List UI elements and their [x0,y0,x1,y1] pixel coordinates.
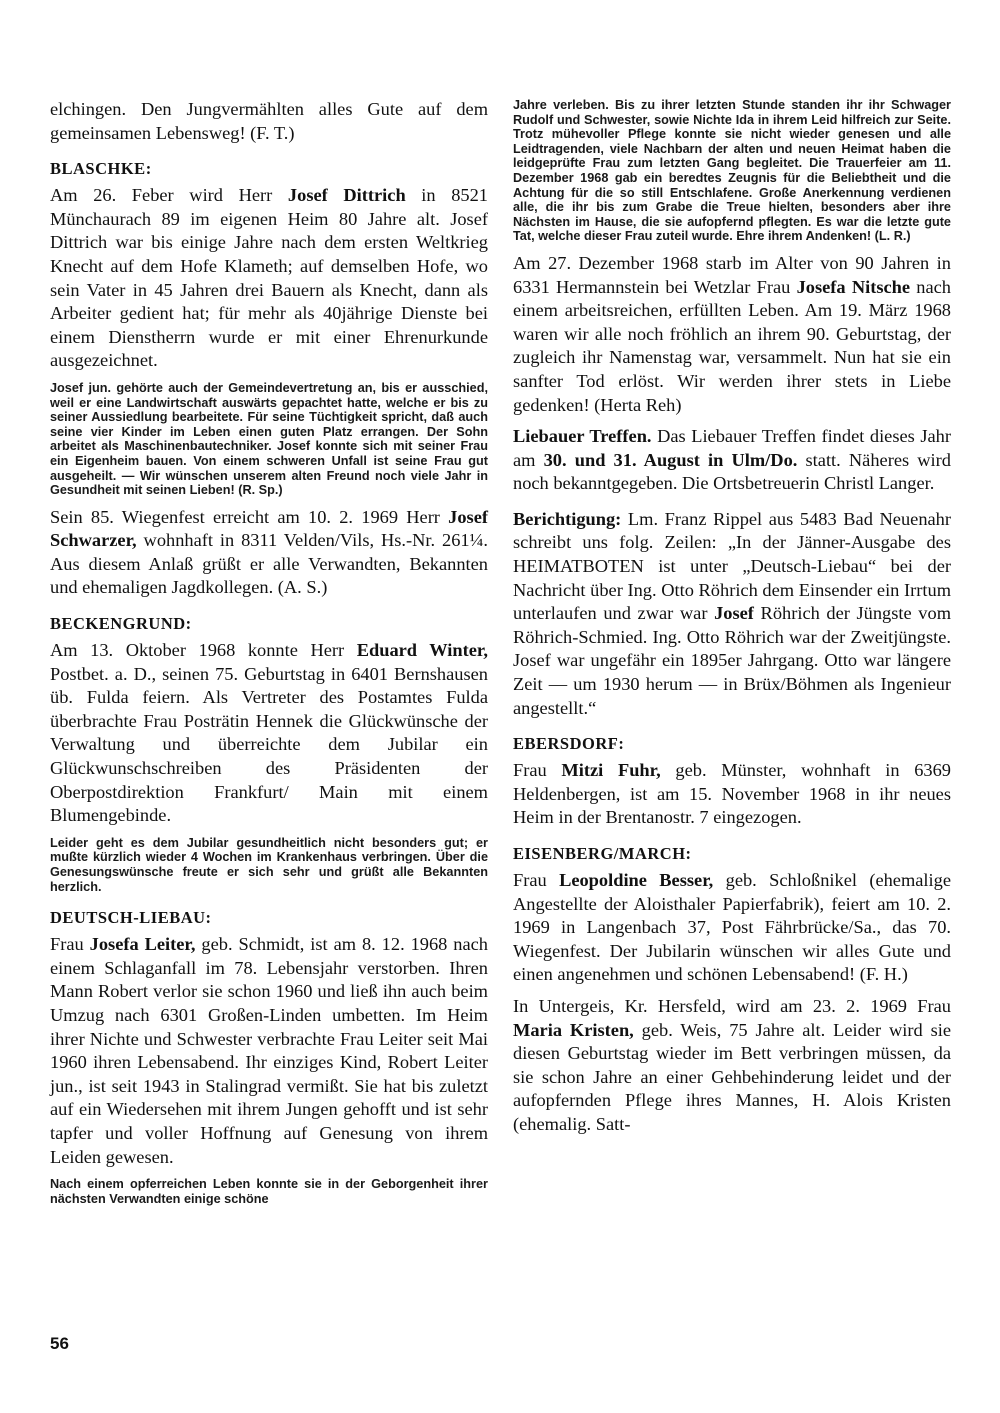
section-heading-ebersdorf: EBERSDORF: [513,734,625,754]
paragraph-schwarzer: Sein 85. Wiegenfest erreicht am 10. 2. 1969 Herr Josef Schwarzer, wohnhaft in 8311 Velden/Vils, Hs.-Nr. 261¼. Aus diesem Anlaß grüßt er alle Verwandten, Bekannten und ehemaligen Jagdkollegen. (A. S.) [50,506,488,598]
section-heading-eisenberg-march: EISENBERG/MARCH: [513,844,692,863]
person-name: Josef Schwarzer, [50,506,488,551]
person-name: Josef [714,603,754,624]
paragraph-dittrich: Am 26. Feber wird Herr Josef Dittrich in 8521 Münchaurach 89 im eigenen Heim 80 Jahre alt. Josef Dittrich war bis einige Jahre nach dem ersten Weltkrieg Knecht auf dem Hofe Klameth; auf demselben Hofe, wo sein Vater in 45 Jahren drei Bauern als Knecht, dann als Arbeiter gedient hat; für mehr als 40jährige Dienste bei einem Dienstherrn wurde er mit einer Ehrenurkunde ausgezeichnet. [50,185,488,371]
person-name: Josefa Nitsche [796,276,911,297]
person-name: Leopoldine Besser, [559,870,714,890]
paragraph-kristen: In Untergeis, Kr. Hersfeld, wird am 23. 2. 1969 Frau Maria Kristen, geb. Weis, 75 Jahre alt. Leider wird sie diesen Geburtstag wieder im Bett verbringen müssen, da sie schon Jahre an einer Gehbehinderung leidet und der aufopfernden Pflege ihres Mannes, H. Alois Kristen (ehemalig. Satt- [513,995,952,1134]
page-number: 56 [50,1334,69,1353]
person-name: Maria Kristen, [513,1019,634,1040]
paragraph-besser: Frau Leopoldine Besser, geb. Schloßnikel (ehemalige Angestellte der Aloisthaler Papierfabrik), feiert am 10. 2. 1969 in Langenbach 37, Post Fährbrücke/Sa., das 70. Wiegenfest. Der Jubilarin wünschen wir alles Gute und einen angenehmen und schönen Lebensabend! (F. H.) [513,870,952,985]
paragraph-winter: Am 13. Oktober 1968 konnte Herr Eduard Winter, Postbet. a. D., seinen 75. Geburtstag in 6401 Bernshausen üb. Fulda feiern. Als Vertreter des Postamtes Fulda überbrachte Frau Posträtin Hennek die Glückwünsche der Verwaltung und überreichte dem Jubilar ein Glückwunschschreiben des Präsidenten der Oberpostdirektion Frankfurt/ Main mit einem Blumengebinde. [50,640,489,826]
small-paragraph-leiter-continued: Jahre verleben. Bis zu ihrer letzten Stunde standen ihr ihr Schwager Rudolf und Schwester, sowie Nichte Ida in ihrem Leid hilfreich zur Seite. Trotz mühevoller Pflege konnte sie nicht wieder genesen und alle Leidtragenden, viele Nachbarn der alten und neuen Heimat haben die leidgeprüfte Frau zum letzten Gang begleitet. Die Trauerfeier am 11. Dezember 1968 gab ein beredtes Zeugnis für die Beliebtheit und die Achtung für die so still Entschlafene. Große Anerkennung verdienen alle, die ihr bis zum Grabe die Treue hielten, besonders aber ihre Nächsten im Hause, die sie aufopfernd pflegten. Es war die letzte gute Tat, welche dieser Frau zuteil wurde. Ehre ihrem Andenken! (L. R.) [513,98,951,244]
paragraph-wedding-wish: elchingen. Den Jungvermählten alles Gute auf dem gemeinsamen Lebensweg! (F. T.) [50,99,488,143]
person-name: Josefa Leiter, [89,934,196,955]
small-paragraph-winter: Leider geht es dem Jubilar gesundheitlich nicht besonders gut; er mußte kürzlich wieder 4 Wochen im Krankenhaus verbringen. Über die Genesungswünsche freute er sich sehr und grüßt alle Bekannten herzlich. [50,835,488,894]
small-paragraph-dittrich: Josef jun. gehörte auch der Gemeindevertretung an, bis er ausschied, weil er eine Landwirtschaft auswärts gepachtet hatte, welche er bis zu seiner Aussiedlung bearbeitete. Für seine Tüchtigkeit spricht, daß auch seine vier Kinder im Leben einen guten Platz errangen. Der Sohn arbeitet als Maschinenbautechniker. Josef konnte sich mit seiner Frau ein Eigenheim bauen. Von einem schweren Unfall ist seine Frau gut ausgeheilt. — Wir wünschen unserem alten Freund noch viele Jahr in Gesundheit mit seinen Lieben! (R. Sp.) [50,380,488,498]
paragraph-nitsche: Am 27. Dezember 1968 starb im Alter von 90 Jahren in 6331 Hermannstein bei Wetzlar Frau Josefa Nitsche nach einem arbeitsreichen, erfüllten Leben. Am 19. März 1968 waren wir alle noch fröhlich an ihrem 90. Geburtstag, der zugleich ihr Namenstag war, versammelt. Nun hat sie ein sanfter Tod erlöst. Wir werden ihrer stets in Liebe gedenken! (Herta Reh) [513,252,951,415]
paragraph-leiter: Frau Josefa Leiter, geb. Schmidt, ist am 8. 12. 1968 nach einem Schlaganfall im 78. Lebensjahr verstorben. Ihren Mann Robert verlor sie schon 1960 und ließ ihn auch beim Umzug nach 6301 Großen-Linden umbetten. Im Heim ihrer Nichte und Schwester verbrachte Frau Leiter seit Mai 1960 ihren Lebensabend. Ihr einziges Kind, Robert Leiter jun., ist seit 1943 in Stalingrad vermißt. Sie hat bis zuletzt auf ein Wiedersehen mit ihrem Jungen gehofft und ist sehr tapfer und voller Hoffnung auf Genesung von ihrem Leiden gewesen. [50,934,488,1167]
section-heading-blaschke: BLASCHKE: [50,159,152,179]
right-column [513,98,951,1137]
section-heading-deutsch-liebau: DEUTSCH-LIEBAU: [50,908,212,928]
paragraph-fuhr: Frau Mitzi Fuhr, geb. Münster, wohnhaft in 6369 Heldenbergen, ist am 15. November 1968 in ihr neues Heim in der Brentanostr. 7 eingezogen. [513,760,951,828]
paragraph-liebauer-treffen: Liebauer Treffen. Das Liebauer Treffen findet dieses Jahr am 30. und 31. August in Ulm/Do. statt. Näheres wird noch bekanntgegeben. Die Ortsbetreuerin Christl Langer. [513,426,951,494]
small-paragraph-leiter: Nach einem opferreichen Leben konnte sie in der Geborgenheit ihrer nächsten Verwandten einige schöne [50,1177,488,1206]
section-heading-beckengrund: BECKENGRUND: [50,614,192,634]
person-name: Josef Dittrich [287,185,406,206]
person-name: Mitzi Fuhr, [561,760,661,781]
person-name: Eduard Winter, [356,640,489,661]
left-column [50,98,488,1206]
paragraph-berichtigung: Berichtigung: Lm. Franz Rippel aus 5483 Bad Neuenahr schreibt uns folg. Zeilen: „In der Jänner-Ausgabe des HEIMATBOTEN ist unter „Deutsch-Liebau“ bei der Nachricht über Ing. Otto Röhrich dem Einsender ein Irrtum unterlaufen und zwar war Josef Röhrich der Jüngste vom Röhrich-Schmied. Ing. Otto Röhrich war der Zweitjüngste. Josef war ungefähr ein 1895er Jahrgang. Otto war längere Zeit — um 1930 herum — in Brüx/Böhmen als Ingenieur angestellt.“ [513,508,951,718]
